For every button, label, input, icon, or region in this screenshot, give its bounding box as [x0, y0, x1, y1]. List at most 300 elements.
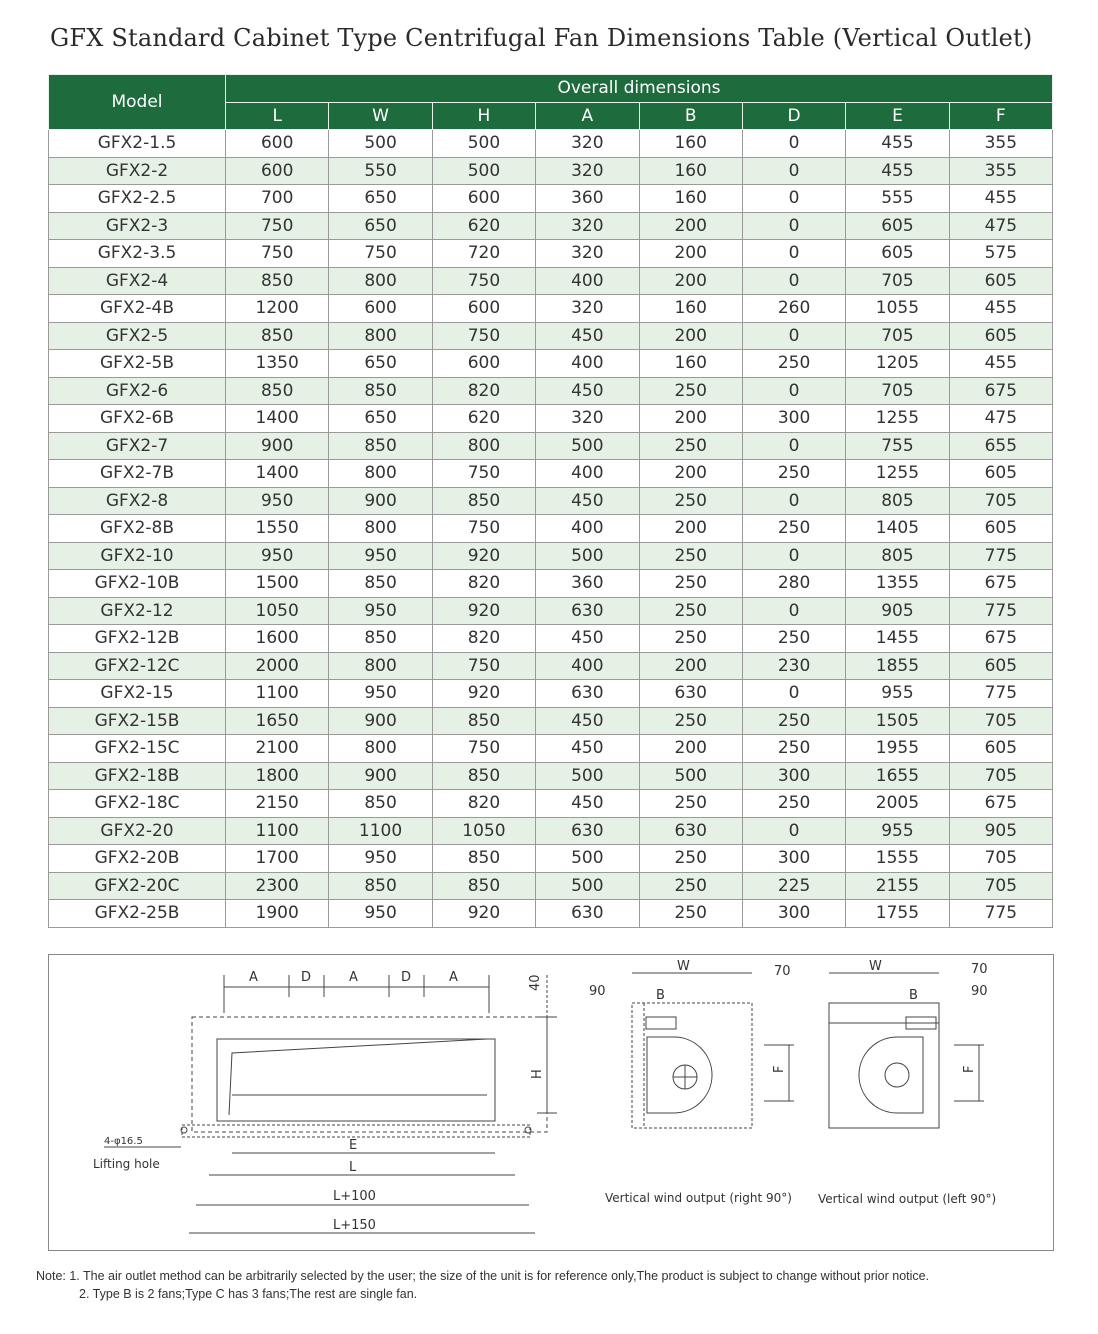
- dimension-cell: 605: [846, 240, 949, 268]
- dimension-cell: 200: [639, 267, 742, 295]
- dimension-cell: 1050: [432, 817, 535, 845]
- dimension-cell: 1755: [846, 900, 949, 928]
- dimension-cell: 250: [639, 707, 742, 735]
- dimension-cell: 675: [949, 625, 1052, 653]
- fan-profile: [229, 1039, 487, 1115]
- dim-label-d: D: [401, 970, 412, 985]
- dimension-cell: 455: [846, 157, 949, 185]
- table-row: [49, 597, 1053, 625]
- left-b-label: B: [909, 988, 918, 1003]
- model-cell: GFX2-2.5: [49, 185, 226, 213]
- table-row: [49, 845, 1053, 873]
- table-row: [49, 295, 1053, 323]
- table-row: [49, 817, 1053, 845]
- dimension-cell: 630: [536, 817, 639, 845]
- dimension-cell: 1505: [846, 707, 949, 735]
- right-90-label: 90: [589, 984, 606, 999]
- dimension-cell: 820: [432, 377, 535, 405]
- dimension-cell: 800: [329, 652, 432, 680]
- dimension-cell: 300: [742, 845, 845, 873]
- dimension-cell: 250: [742, 460, 845, 488]
- dimension-cell: 705: [846, 267, 949, 295]
- column-header-d: D: [742, 102, 845, 130]
- dimension-cell: 775: [949, 680, 1052, 708]
- right-w-label: W: [677, 959, 690, 974]
- table-row: [49, 322, 1053, 350]
- table-row: [49, 680, 1053, 708]
- dimension-cell: 400: [536, 652, 639, 680]
- dimension-cell: 950: [329, 680, 432, 708]
- dimension-cell: 455: [846, 130, 949, 158]
- dimension-cell: 0: [742, 240, 845, 268]
- dimension-cell: 820: [432, 570, 535, 598]
- dimension-cell: 550: [329, 157, 432, 185]
- right-b-label: B: [656, 988, 665, 1003]
- dimension-cell: 0: [742, 185, 845, 213]
- table-row: [49, 212, 1053, 240]
- dimension-cell: 775: [949, 900, 1052, 928]
- dimension-cell: 500: [536, 542, 639, 570]
- dimension-cell: 950: [329, 845, 432, 873]
- dimension-cell: 450: [536, 487, 639, 515]
- right-f-label: F: [772, 1065, 787, 1073]
- dimension-cell: 805: [846, 542, 949, 570]
- table-row: [49, 515, 1053, 543]
- dimension-cell: 475: [949, 405, 1052, 433]
- note-1: Note: 1. The air outlet method can be arbitrarily selected by the user; the size of the unit is for reference only,The product is subject to change without prior notice.: [36, 1269, 930, 1283]
- hole-spec: 4-φ16.5: [104, 1136, 143, 1147]
- dimension-cell: 750: [432, 322, 535, 350]
- dimension-cell: 605: [949, 652, 1052, 680]
- dimension-cell: 775: [949, 542, 1052, 570]
- dimension-cell: 500: [432, 157, 535, 185]
- dimension-cell: 1100: [226, 817, 329, 845]
- dimension-diagram: [48, 954, 1054, 1251]
- dimension-cell: 1650: [226, 707, 329, 735]
- dimension-cell: 630: [639, 817, 742, 845]
- dimension-cell: 0: [742, 817, 845, 845]
- right-70-label: 70: [774, 964, 791, 979]
- table-row: [49, 625, 1053, 653]
- table-body: [49, 130, 1053, 928]
- dimension-cell: 0: [742, 487, 845, 515]
- dimension-cell: 320: [536, 130, 639, 158]
- model-cell: GFX2-5B: [49, 350, 226, 378]
- dimension-cell: 500: [639, 762, 742, 790]
- dimension-cell: 650: [329, 212, 432, 240]
- dimension-cell: 705: [949, 762, 1052, 790]
- model-cell: GFX2-6B: [49, 405, 226, 433]
- dimension-cell: 675: [949, 377, 1052, 405]
- model-cell: GFX2-15: [49, 680, 226, 708]
- dimension-cell: 250: [639, 597, 742, 625]
- column-header-h: H: [432, 102, 535, 130]
- dim-label-l100: L+100: [333, 1189, 376, 1204]
- dimension-cell: 200: [639, 212, 742, 240]
- model-cell: GFX2-12: [49, 597, 226, 625]
- left-70-label: 70: [971, 962, 988, 977]
- dimension-cell: 605: [949, 460, 1052, 488]
- dimension-cell: 555: [846, 185, 949, 213]
- dimension-cell: 1955: [846, 735, 949, 763]
- dimension-cell: 250: [742, 707, 845, 735]
- model-cell: GFX2-1.5: [49, 130, 226, 158]
- right-view-outline: [632, 1003, 752, 1128]
- dimension-cell: 450: [536, 735, 639, 763]
- table-row: [49, 185, 1053, 213]
- dimension-cell: 950: [226, 542, 329, 570]
- dim-label-h: H: [530, 1069, 545, 1079]
- model-cell: GFX2-7B: [49, 460, 226, 488]
- model-cell: GFX2-15B: [49, 707, 226, 735]
- dimension-cell: 850: [432, 872, 535, 900]
- dimension-cell: 605: [949, 735, 1052, 763]
- dimension-cell: 950: [329, 597, 432, 625]
- dimension-cell: 475: [949, 212, 1052, 240]
- dimension-cell: 1050: [226, 597, 329, 625]
- dimension-cell: 250: [639, 625, 742, 653]
- dimension-cell: 920: [432, 900, 535, 928]
- dimension-cell: 450: [536, 707, 639, 735]
- dimension-cell: 160: [639, 350, 742, 378]
- dimension-cell: 0: [742, 157, 845, 185]
- dimension-cell: 850: [329, 570, 432, 598]
- table-row: [49, 432, 1053, 460]
- dimension-cell: 250: [639, 377, 742, 405]
- dimension-cell: 800: [329, 322, 432, 350]
- dimension-cell: 630: [639, 680, 742, 708]
- dimension-cell: 1400: [226, 460, 329, 488]
- dimension-cell: 1405: [846, 515, 949, 543]
- dimension-cell: 1700: [226, 845, 329, 873]
- scroll-casing: [647, 1037, 712, 1113]
- dimension-cell: 0: [742, 322, 845, 350]
- model-cell: GFX2-8: [49, 487, 226, 515]
- model-cell: GFX2-6: [49, 377, 226, 405]
- overall-dimensions-header: Overall dimensions: [226, 75, 1053, 103]
- dimension-cell: 955: [846, 680, 949, 708]
- dimension-cell: 1100: [329, 817, 432, 845]
- dimension-cell: 850: [329, 790, 432, 818]
- dimension-cell: 1355: [846, 570, 949, 598]
- dimension-cell: 500: [329, 130, 432, 158]
- dimension-cell: 450: [536, 322, 639, 350]
- table-row: [49, 157, 1053, 185]
- dimension-cell: 400: [536, 515, 639, 543]
- dimension-cell: 1600: [226, 625, 329, 653]
- model-cell: GFX2-12B: [49, 625, 226, 653]
- dimension-cell: 320: [536, 295, 639, 323]
- table-row: [49, 652, 1053, 680]
- dimension-cell: 600: [226, 130, 329, 158]
- dim-label-l: L: [349, 1160, 357, 1175]
- dimension-cell: 260: [742, 295, 845, 323]
- dimension-cell: 920: [432, 680, 535, 708]
- dimension-cell: 500: [536, 872, 639, 900]
- dimension-cell: 850: [226, 322, 329, 350]
- dimension-cell: 400: [536, 267, 639, 295]
- model-cell: GFX2-3.5: [49, 240, 226, 268]
- dimension-cell: 320: [536, 157, 639, 185]
- dimension-cell: 850: [226, 267, 329, 295]
- table-row: [49, 570, 1053, 598]
- column-header-l: L: [226, 102, 329, 130]
- table-row: [49, 405, 1053, 433]
- dimension-cell: 650: [329, 350, 432, 378]
- dimension-cell: 200: [639, 405, 742, 433]
- page-title: GFX Standard Cabinet Type Centrifugal Fan Dimensions Table (Vertical Outlet): [50, 24, 1033, 52]
- dimensions-table: [48, 74, 1053, 928]
- dimension-cell: 750: [226, 240, 329, 268]
- dimension-cell: 630: [536, 900, 639, 928]
- dimension-cell: 1205: [846, 350, 949, 378]
- model-cell: GFX2-20B: [49, 845, 226, 873]
- dimension-cell: 1455: [846, 625, 949, 653]
- dim-label-a: A: [449, 970, 458, 985]
- model-cell: GFX2-15C: [49, 735, 226, 763]
- dimension-cell: 800: [329, 735, 432, 763]
- dimension-cell: 500: [432, 130, 535, 158]
- dimension-cell: 2155: [846, 872, 949, 900]
- dimension-cell: 630: [536, 597, 639, 625]
- model-cell: GFX2-4B: [49, 295, 226, 323]
- table-row: [49, 900, 1053, 928]
- dimension-cell: 0: [742, 680, 845, 708]
- dimension-cell: 605: [949, 322, 1052, 350]
- note-2: 2. Type B is 2 fans;Type C has 3 fans;The rest are single fan.: [79, 1287, 418, 1301]
- dimension-cell: 250: [639, 790, 742, 818]
- dimension-cell: 720: [432, 240, 535, 268]
- impeller-hub: [885, 1063, 909, 1087]
- dimension-cell: 355: [949, 157, 1052, 185]
- model-cell: GFX2-20: [49, 817, 226, 845]
- dimension-cell: 900: [226, 432, 329, 460]
- dimension-cell: 905: [949, 817, 1052, 845]
- table-row: [49, 487, 1053, 515]
- dimension-cell: 2000: [226, 652, 329, 680]
- left-w-label: W: [869, 959, 882, 974]
- dimension-cell: 200: [639, 240, 742, 268]
- dimension-cell: 0: [742, 377, 845, 405]
- left-f-label: F: [962, 1065, 977, 1073]
- table-row: [49, 377, 1053, 405]
- dimension-cell: 2005: [846, 790, 949, 818]
- dimension-cell: 200: [639, 735, 742, 763]
- model-cell: GFX2-10: [49, 542, 226, 570]
- dim-label-l150: L+150: [333, 1218, 376, 1233]
- column-header-b: B: [639, 102, 742, 130]
- dimension-cell: 455: [949, 350, 1052, 378]
- scroll-casing: [859, 1037, 923, 1113]
- dimension-cell: 320: [536, 240, 639, 268]
- cabinet-outline: [192, 1017, 547, 1132]
- dimension-cell: 705: [846, 377, 949, 405]
- table-row: [49, 735, 1053, 763]
- dimension-cell: 750: [226, 212, 329, 240]
- dimension-cell: 700: [226, 185, 329, 213]
- dimension-cell: 605: [949, 515, 1052, 543]
- dimension-cell: 200: [639, 460, 742, 488]
- dimension-cell: 250: [639, 432, 742, 460]
- dimension-cell: 950: [329, 542, 432, 570]
- dimension-cell: 575: [949, 240, 1052, 268]
- model-cell: GFX2-7: [49, 432, 226, 460]
- model-cell: GFX2-25B: [49, 900, 226, 928]
- dimension-cell: 850: [329, 377, 432, 405]
- dimension-cell: 750: [432, 267, 535, 295]
- dimension-cell: 280: [742, 570, 845, 598]
- dimension-cell: 775: [949, 597, 1052, 625]
- table-row: [49, 240, 1053, 268]
- dimension-cell: 705: [949, 707, 1052, 735]
- dimension-cell: 850: [432, 707, 535, 735]
- dimension-cell: 605: [949, 267, 1052, 295]
- dimension-cell: 955: [846, 817, 949, 845]
- dimension-cell: 200: [639, 322, 742, 350]
- dim-label-40: 40: [528, 974, 543, 991]
- lifting-hole-label: Lifting hole: [93, 1157, 160, 1171]
- dimension-cell: 850: [329, 872, 432, 900]
- dimension-cell: 250: [742, 350, 845, 378]
- dimension-cell: 920: [432, 597, 535, 625]
- dimension-cell: 300: [742, 405, 845, 433]
- dimension-cell: 0: [742, 267, 845, 295]
- dimension-cell: 160: [639, 157, 742, 185]
- dimension-cell: 600: [226, 157, 329, 185]
- dimension-cell: 300: [742, 900, 845, 928]
- dimension-cell: 820: [432, 625, 535, 653]
- dimension-cell: 750: [432, 735, 535, 763]
- dimension-cell: 850: [226, 377, 329, 405]
- dimension-cell: 1400: [226, 405, 329, 433]
- dimension-cell: 620: [432, 405, 535, 433]
- dimension-cell: 200: [639, 652, 742, 680]
- dimension-cell: 160: [639, 130, 742, 158]
- dimension-cell: 950: [226, 487, 329, 515]
- dimension-cell: 455: [949, 295, 1052, 323]
- dimension-cell: 705: [949, 845, 1052, 873]
- dimension-cell: 620: [432, 212, 535, 240]
- dimension-cell: 605: [846, 212, 949, 240]
- dimension-cell: 500: [536, 762, 639, 790]
- dimension-cell: 200: [639, 515, 742, 543]
- table-row: [49, 762, 1053, 790]
- dimension-cell: 2100: [226, 735, 329, 763]
- dimension-cell: 650: [329, 185, 432, 213]
- dimension-cell: 850: [329, 432, 432, 460]
- dimension-cell: 2300: [226, 872, 329, 900]
- model-cell: GFX2-12C: [49, 652, 226, 680]
- dimension-cell: 1800: [226, 762, 329, 790]
- dimension-cell: 1055: [846, 295, 949, 323]
- dimension-cell: 450: [536, 790, 639, 818]
- dimension-cell: 850: [432, 845, 535, 873]
- dimension-cell: 1255: [846, 460, 949, 488]
- dimension-cell: 455: [949, 185, 1052, 213]
- dimension-cell: 800: [432, 432, 535, 460]
- dimension-cell: 300: [742, 762, 845, 790]
- dimension-cell: 600: [432, 295, 535, 323]
- column-header-e: E: [846, 102, 949, 130]
- column-header-w: W: [329, 102, 432, 130]
- base-frame: [182, 1125, 530, 1137]
- dimension-cell: 250: [639, 845, 742, 873]
- dimension-cell: 675: [949, 570, 1052, 598]
- table-row: [49, 267, 1053, 295]
- table-row: [49, 350, 1053, 378]
- dimension-cell: 1655: [846, 762, 949, 790]
- dimension-cell: 705: [949, 872, 1052, 900]
- dimension-cell: 655: [949, 432, 1052, 460]
- dimension-cell: 750: [432, 460, 535, 488]
- table-row: [49, 130, 1053, 158]
- dimension-cell: 250: [742, 515, 845, 543]
- dim-label-d: D: [301, 970, 312, 985]
- dim-label-e: E: [349, 1138, 358, 1153]
- dimension-cell: 850: [432, 487, 535, 515]
- table-row: [49, 707, 1053, 735]
- dimension-cell: 600: [329, 295, 432, 323]
- dimension-cell: 250: [742, 625, 845, 653]
- dimension-cell: 800: [329, 460, 432, 488]
- model-cell: GFX2-18B: [49, 762, 226, 790]
- dimension-cell: 755: [846, 432, 949, 460]
- model-cell: GFX2-4: [49, 267, 226, 295]
- dimension-cell: 900: [329, 487, 432, 515]
- dimension-cell: 1550: [226, 515, 329, 543]
- dimension-cell: 600: [432, 185, 535, 213]
- dimension-cell: 905: [846, 597, 949, 625]
- dimension-cell: 320: [536, 212, 639, 240]
- dimension-cell: 250: [639, 900, 742, 928]
- dimension-cell: 320: [536, 405, 639, 433]
- dimension-cell: 850: [432, 762, 535, 790]
- dimension-cell: 950: [329, 900, 432, 928]
- dimension-cell: 1500: [226, 570, 329, 598]
- dimension-cell: 0: [742, 597, 845, 625]
- dimension-cell: 250: [742, 790, 845, 818]
- dimension-cell: 450: [536, 377, 639, 405]
- table-row: [49, 460, 1053, 488]
- outlet: [646, 1017, 676, 1029]
- dimension-cell: 1100: [226, 680, 329, 708]
- dimension-cell: 705: [846, 322, 949, 350]
- dimension-cell: 1900: [226, 900, 329, 928]
- column-header-a: A: [536, 102, 639, 130]
- dimension-cell: 650: [329, 405, 432, 433]
- model-cell: GFX2-2: [49, 157, 226, 185]
- table-row: [49, 542, 1053, 570]
- dimension-cell: 630: [536, 680, 639, 708]
- dimension-cell: 850: [329, 625, 432, 653]
- model-header: Model: [49, 75, 226, 130]
- dimension-cell: 820: [432, 790, 535, 818]
- dimension-cell: 500: [536, 432, 639, 460]
- left-90-label: 90: [971, 984, 988, 999]
- dimension-cell: 2150: [226, 790, 329, 818]
- dimension-cell: 400: [536, 460, 639, 488]
- dimension-cell: 1350: [226, 350, 329, 378]
- dimension-cell: 750: [432, 515, 535, 543]
- dimension-cell: 230: [742, 652, 845, 680]
- dimension-cell: 920: [432, 542, 535, 570]
- table-row: [49, 790, 1053, 818]
- dimension-cell: 1255: [846, 405, 949, 433]
- dimension-cell: 450: [536, 625, 639, 653]
- dimension-cell: 250: [639, 872, 742, 900]
- dimension-cell: 160: [639, 185, 742, 213]
- model-cell: GFX2-5: [49, 322, 226, 350]
